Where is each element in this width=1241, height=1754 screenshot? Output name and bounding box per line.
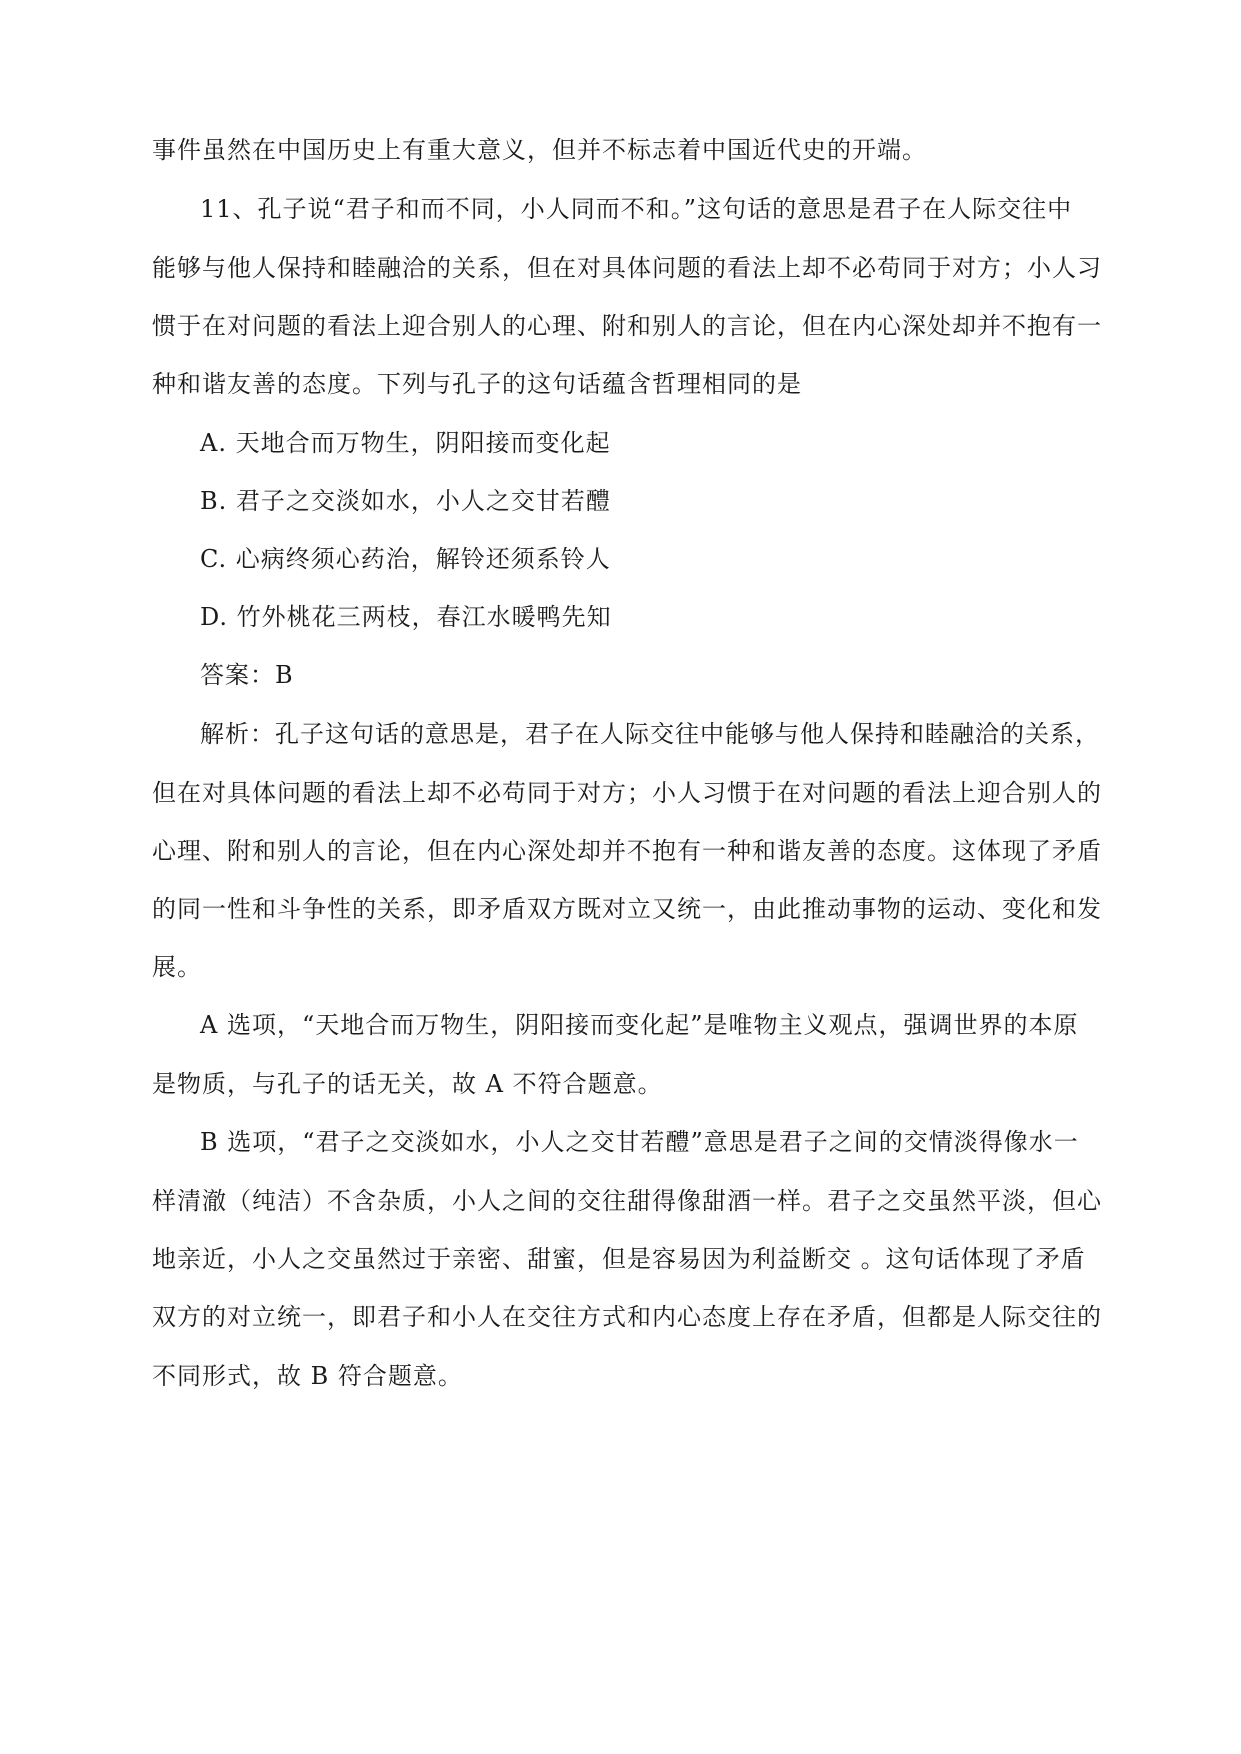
text-line: 地亲近，小人之交虽然过于亲密、甜蜜，但是容易因为利益断交 。这句话体现了矛盾 — [152, 1245, 1086, 1273]
option-a: A. 天地合而万物生，阴阳接而变化起 — [200, 429, 611, 457]
text-line: 但在对具体问题的看法上却不必苟同于对方；小人习惯于在对问题的看法上迎合别人的 — [152, 779, 1102, 807]
analysis: 解析：孔子这句话的意思是，君子在人际交往中能够与他人保持和睦融洽的关系， — [200, 720, 1100, 748]
text-line: 种和谐友善的态度。下列与孔子的这句话蕴含哲理相同的是 — [152, 370, 802, 398]
text-line: 双方的对立统一，即君子和小人在交往方式和内心态度上存在矛盾，但都是人际交往的 — [152, 1303, 1102, 1331]
text-line: 事件虽然在中国历史上有重大意义，但并不标志着中国近代史的开端。 — [152, 136, 927, 164]
option-a-analysis: A 选项，“天地合而万物生，阴阳接而变化起”是唯物主义观点，强调世界的本原 — [200, 1011, 1079, 1039]
text-line: 的同一性和斗争性的关系，即矛盾双方既对立又统一，由此推动事物的运动、变化和发 — [152, 895, 1102, 923]
text-line: 是物质，与孔子的话无关，故 A 不符合题意。 — [152, 1070, 663, 1098]
answer: 答案：B — [200, 661, 294, 689]
text-line: 不同形式，故 B 符合题意。 — [152, 1362, 463, 1390]
question-stem: 11、孔子说“君子和而不同，小人同而不和。”这句话的意思是君子在人际交往中 — [200, 195, 1073, 223]
option-d: D. 竹外桃花三两枝，春江水暖鸭先知 — [200, 603, 612, 631]
option-c: C. 心病终须心药治，解铃还须系铃人 — [200, 545, 611, 573]
option-b: B. 君子之交淡如水，小人之交甘若醴 — [200, 487, 611, 515]
text-line: 惯于在对问题的看法上迎合别人的心理、附和别人的言论，但在内心深处却并不抱有一 — [152, 312, 1102, 340]
text-line: 心理、附和别人的言论，但在内心深处却并不抱有一种和谐友善的态度。这体现了矛盾 — [152, 837, 1102, 865]
option-b-analysis: B 选项，“君子之交淡如水，小人之交甘若醴”意思是君子之间的交情淡得像水一 — [200, 1128, 1079, 1156]
text-line: 展。 — [152, 953, 202, 981]
text-line: 能够与他人保持和睦融洽的关系，但在对具体问题的看法上却不必苟同于对方；小人习 — [152, 254, 1102, 282]
text-line: 样清澈（纯洁）不含杂质，小人之间的交往甜得像甜酒一样。君子之交虽然平淡，但心 — [152, 1187, 1102, 1215]
